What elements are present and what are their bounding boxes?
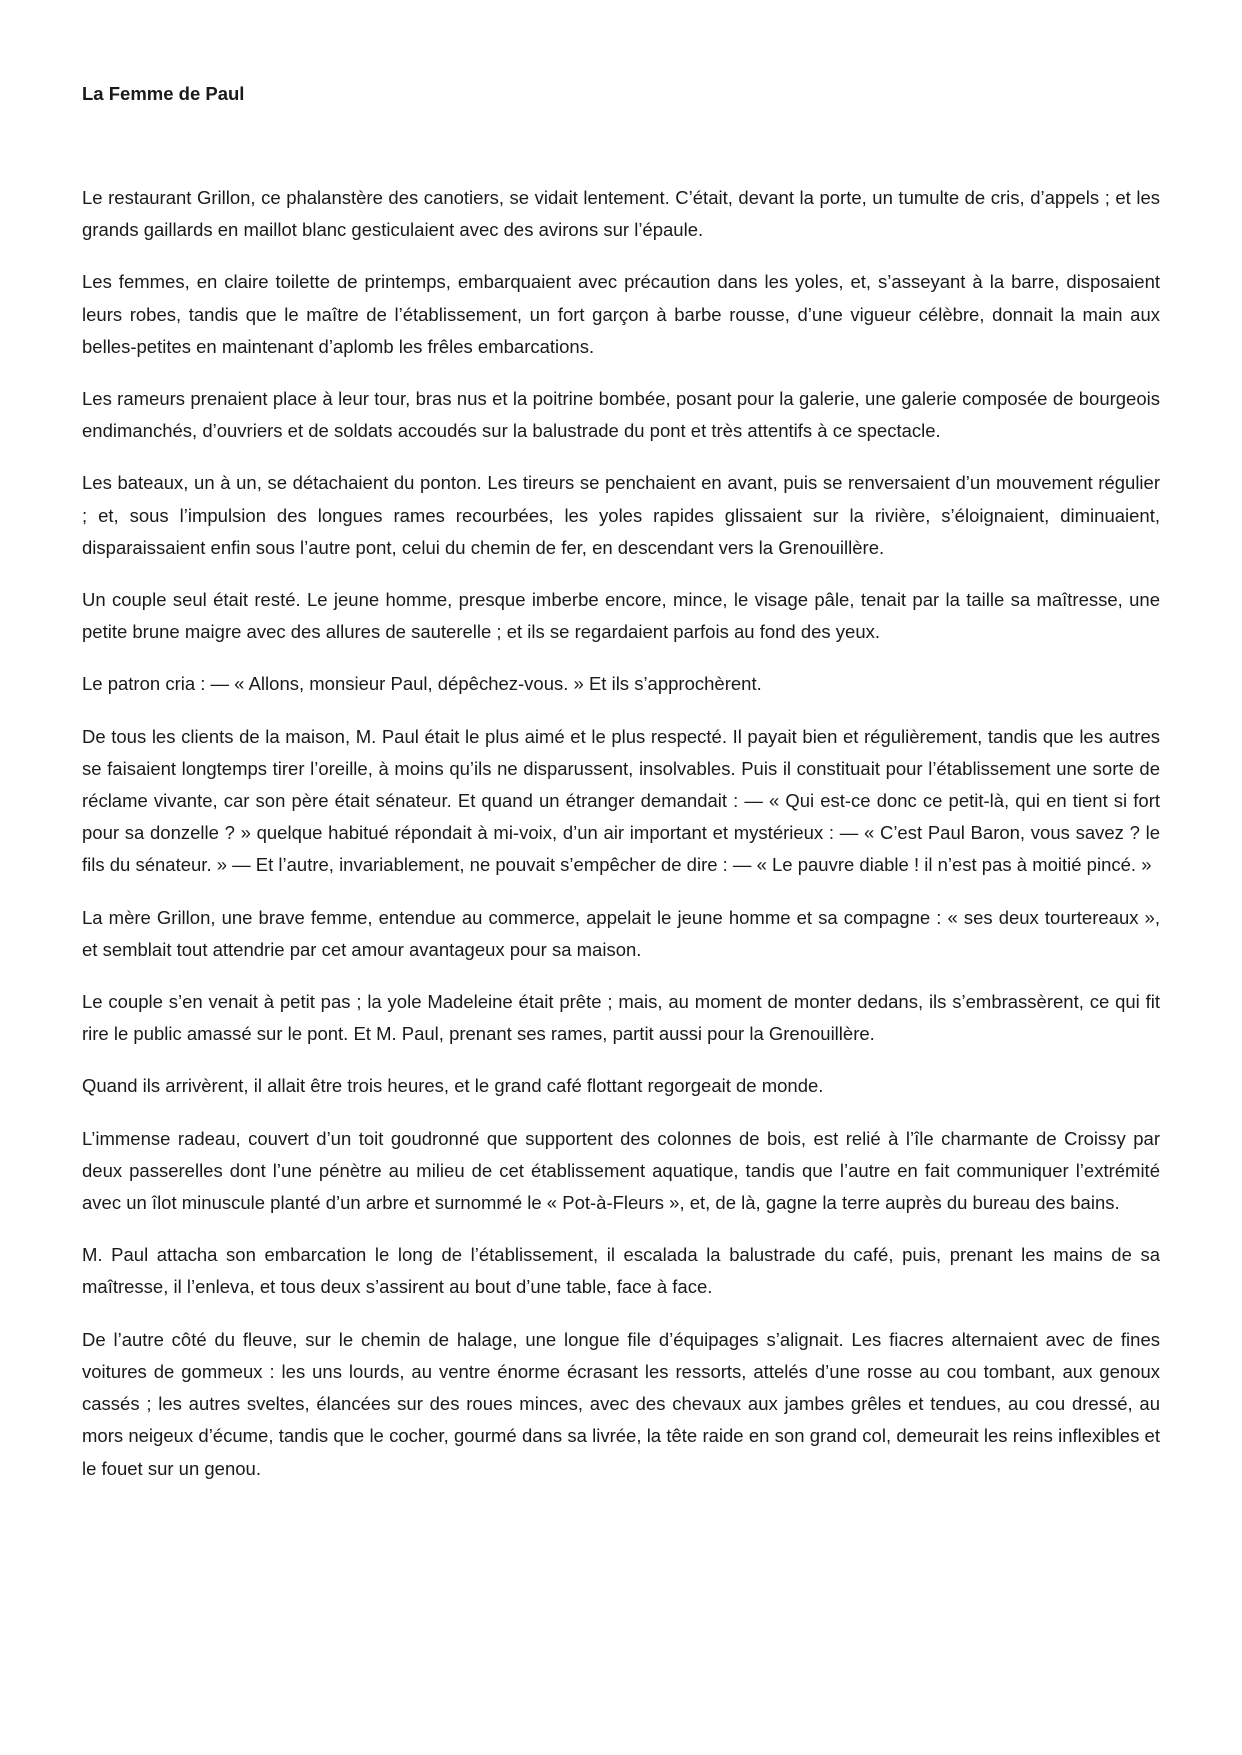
paragraph: M. Paul attacha son embarcation le long de l’établissement, il escalada la balustrade du café, puis, prenant les mains de sa maîtresse, il l’enleva, et tous deux s’assirent au bout d’une table, face à face.: [82, 1244, 1160, 1298]
paragraph: De l’autre côté du fleuve, sur le chemin de halage, une longue file d’équipages s’alignait. Les fiacres alternaient avec de fines voitures de gommeux : les uns lourds, au ventre énorme écrasant les ressorts, attelés d’une rosse au cou tombant, aux genoux cassés ; les autres sveltes, élancées sur des roues minces, avec des chevaux aux jambes grêles et tendues, au cou dressé, au mors neigeux d’écume, tandis que le cocher, gourmé dans sa livrée, la tête raide en son grand col, demeurait les reins inflexibles et le fouet sur un genou.: [82, 1328, 1160, 1479]
paragraph: Un couple seul était resté. Le jeune homme, presque imberbe encore, mince, le visage pâle, tenait par la taille sa maîtresse, une petite brune maigre avec des allures de sauterelle ; et ils se regardaient parfois au fond des yeux.: [82, 589, 1160, 643]
paragraph: Le patron cria : — « Allons, monsieur Paul, dépêchez-vous. » Et ils s’approchèrent.: [82, 673, 762, 695]
paragraph: Les femmes, en claire toilette de printemps, embarquaient avec précaution dans les yoles, et, s’asseyant à la barre, disposaient leurs robes, tandis que le maître de l’établissement, un fort garçon à barbe rousse, d’une vigueur célèbre, donnait la main aux belles-petites en maintenant d’aplomb les frêles embarcations.: [82, 271, 1160, 357]
paragraph: Les bateaux, un à un, se détachaient du ponton. Les tireurs se penchaient en avant, puis se renversaient d’un mouvement régulier ; et, sous l’impulsion des longues rames recourbées, les yoles rapides glissaient sur la rivière, s’éloignaient, diminuaient, disparaissaient enfin sous l’autre pont, celui du chemin de fer, en descendant vers la Grenouillère.: [82, 472, 1160, 558]
document-page: [82, 72, 1160, 1505]
document-body: [82, 182, 1160, 1485]
paragraph: Le couple s’en venait à petit pas ; la yole Madeleine était prête ; mais, au moment de monter dedans, ils s’embrassèrent, ce qui fit rire le public amassé sur le pont. Et M. Paul, prenant ses rames, partit aussi pour la Grenouillère.: [82, 991, 1160, 1045]
paragraph: Les rameurs prenaient place à leur tour, bras nus et la poitrine bombée, posant pour la galerie, une galerie composée de bourgeois endimanchés, d’ouvriers et de soldats accoudés sur la balustrade du pont et très attentifs à ce spectacle.: [82, 388, 1160, 442]
paragraph: De tous les clients de la maison, M. Paul était le plus aimé et le plus respecté. Il payait bien et régulièrement, tandis que les autres se faisaient longtemps tirer l’oreille, à moins qu’ils ne disparussent, insolvables. Puis il constituait pour l’établissement une sorte de réclame vivante, car son père était sénateur. Et quand un étranger demandait : — « Qui est-ce donc ce petit-là, qui en tient si fort pour sa donzelle ? » quelque habitué répondait à mi-voix, d’un air important et mystérieux : — « C’est Paul Baron, vous savez ? le fils du sénateur. » — Et l’autre, invariablement, ne pouvait s’empêcher de dire : — « Le pauvre diable ! il n’est pas à moitié pincé. »: [82, 725, 1160, 876]
paragraph: Le restaurant Grillon, ce phalanstère des canotiers, se vidait lentement. C’était, devant la porte, un tumulte de cris, d’appels ; et les grands gaillards en maillot blanc gesticulaient avec des avirons sur l’épaule.: [82, 187, 1160, 241]
paragraph: La mère Grillon, une brave femme, entendue au commerce, appelait le jeune homme et sa compagne : « ses deux tourtereaux », et semblait tout attendrie par cet amour avantageux pour sa maison.: [82, 906, 1160, 960]
paragraph: Quand ils arrivèrent, il allait être trois heures, et le grand café flottant regorgeait de monde.: [82, 1075, 824, 1097]
paragraph: L’immense radeau, couvert d’un toit goudronné que supportent des colonnes de bois, est relié à l’île charmante de Croissy par deux passerelles dont l’une pénètre au milieu de cet établissement aquatique, tandis que l’autre en fait communiquer l’extrémité avec un îlot minuscule planté d’un arbre et surnommé le « Pot-à-Fleurs », et, de là, gagne la terre auprès du bureau des bains.: [82, 1127, 1160, 1214]
document-title: La Femme de Paul: [82, 83, 245, 104]
